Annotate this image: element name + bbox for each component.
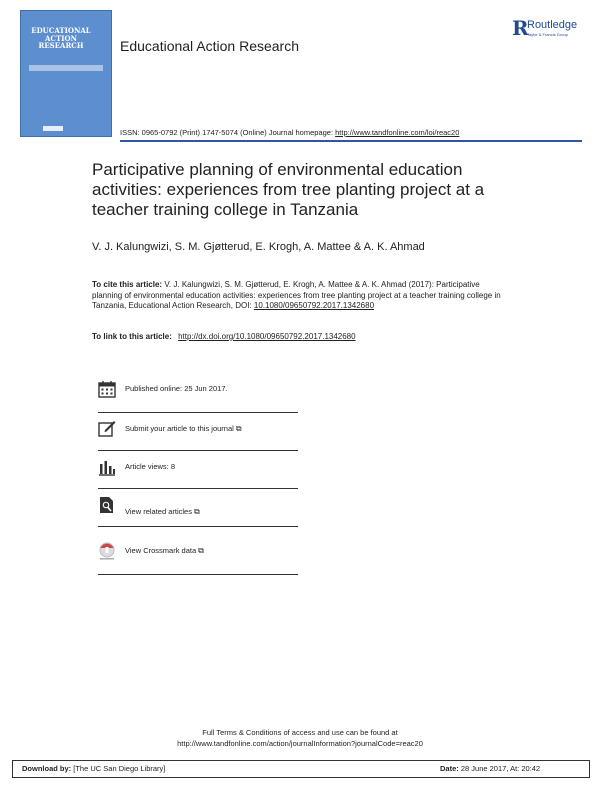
cover-title [31, 27, 91, 50]
routledge-r-icon: R [512, 16, 529, 40]
journal-name: Educational Action Research [120, 38, 299, 54]
submit-article-row[interactable] [98, 412, 298, 451]
article-link-line [92, 332, 356, 341]
citation-doi-link[interactable]: 10.1080/09650792.2017.1342680 [253, 301, 375, 310]
article-views: Article views: 8 [125, 462, 176, 471]
terms-note [0, 727, 600, 749]
cover-title-line: RESEARCH [38, 41, 84, 50]
search-document-icon [98, 496, 116, 514]
edit-icon [98, 419, 116, 437]
related-articles-row[interactable] [98, 488, 298, 527]
article-authors: V. J. Kalungwizi, S. M. Gjøtterud, E. Krogh, A. Mattee & A. K. Ahmad [92, 241, 425, 253]
issn-text: ISSN: 0965-0792 (Print) 1747-5074 (Online) Journal homepage: [120, 128, 334, 137]
article-views-row [98, 450, 298, 489]
terms-url-link[interactable]: http://www.tandfonline.com/action/journalInformation?journalCode=reac20 [177, 739, 423, 748]
published-row [98, 374, 298, 413]
bar-chart-icon [98, 458, 116, 476]
published-date: Published online: 25 Jun 2017. [125, 384, 228, 393]
issn-line [120, 128, 459, 137]
article-doi-link[interactable]: http://dx.doi.org/10.1080/09650792.2017.1342680 [178, 332, 356, 341]
crossmark-link[interactable] [125, 546, 204, 556]
crossmark-icon [98, 542, 116, 560]
terms-line: Full Terms & Conditions of access and use can be found at [202, 728, 398, 737]
external-link-icon: ⧉ [193, 507, 200, 516]
submit-article-label: Submit your article to this journal [125, 424, 234, 433]
download-info [22, 764, 165, 773]
external-link-icon: ⧉ [235, 424, 242, 433]
crossmark-row[interactable] [98, 536, 298, 575]
cover-title-line: EDUCATIONAL [31, 26, 91, 35]
link-label: To link to this article: [92, 332, 172, 341]
cover-band [29, 65, 103, 71]
download-date [440, 764, 540, 773]
article-title: Participative planning of environmental education activities: experiences from tree planting project at a teacher training college in Tanzania [92, 160, 485, 219]
publisher-name: Routledge [527, 19, 578, 31]
cover-logo [43, 126, 63, 131]
citation-block [92, 280, 512, 312]
external-link-icon: ⧉ [198, 546, 204, 555]
citation-label: To cite this article: [92, 280, 163, 289]
journal-homepage-link[interactable]: http://www.tandfonline.com/loi/reac20 [335, 128, 460, 137]
cover-title-line: ACTION [45, 33, 77, 43]
journal-cover-image [20, 10, 112, 137]
routledge-logo[interactable] [512, 17, 592, 41]
submit-article-link[interactable] [125, 424, 242, 434]
related-articles-link[interactable] [125, 507, 200, 517]
related-articles-label: View related articles [125, 507, 192, 516]
date-value: 28 June 2017, At: 20:42 [460, 764, 541, 773]
header-rule [120, 140, 582, 142]
publisher-tagline: Taylor & Francis Group [527, 32, 568, 37]
crossmark-label: View Crossmark data [125, 546, 197, 555]
download-label: Download by: [22, 764, 72, 773]
date-label: Date: [440, 764, 459, 773]
citation-text: V. J. Kalungwizi, S. M. Gjøtterud, E. Krogh, A. Mattee & A. K. Ahmad (2017): Participative planning of environmental education activities: experiences from tree planting project at a teacher training college in Tanzania, Educational Action Research, DOI: [92, 280, 501, 310]
download-value: [The UC San Diego Library] [73, 764, 166, 773]
calendar-icon [98, 380, 116, 398]
